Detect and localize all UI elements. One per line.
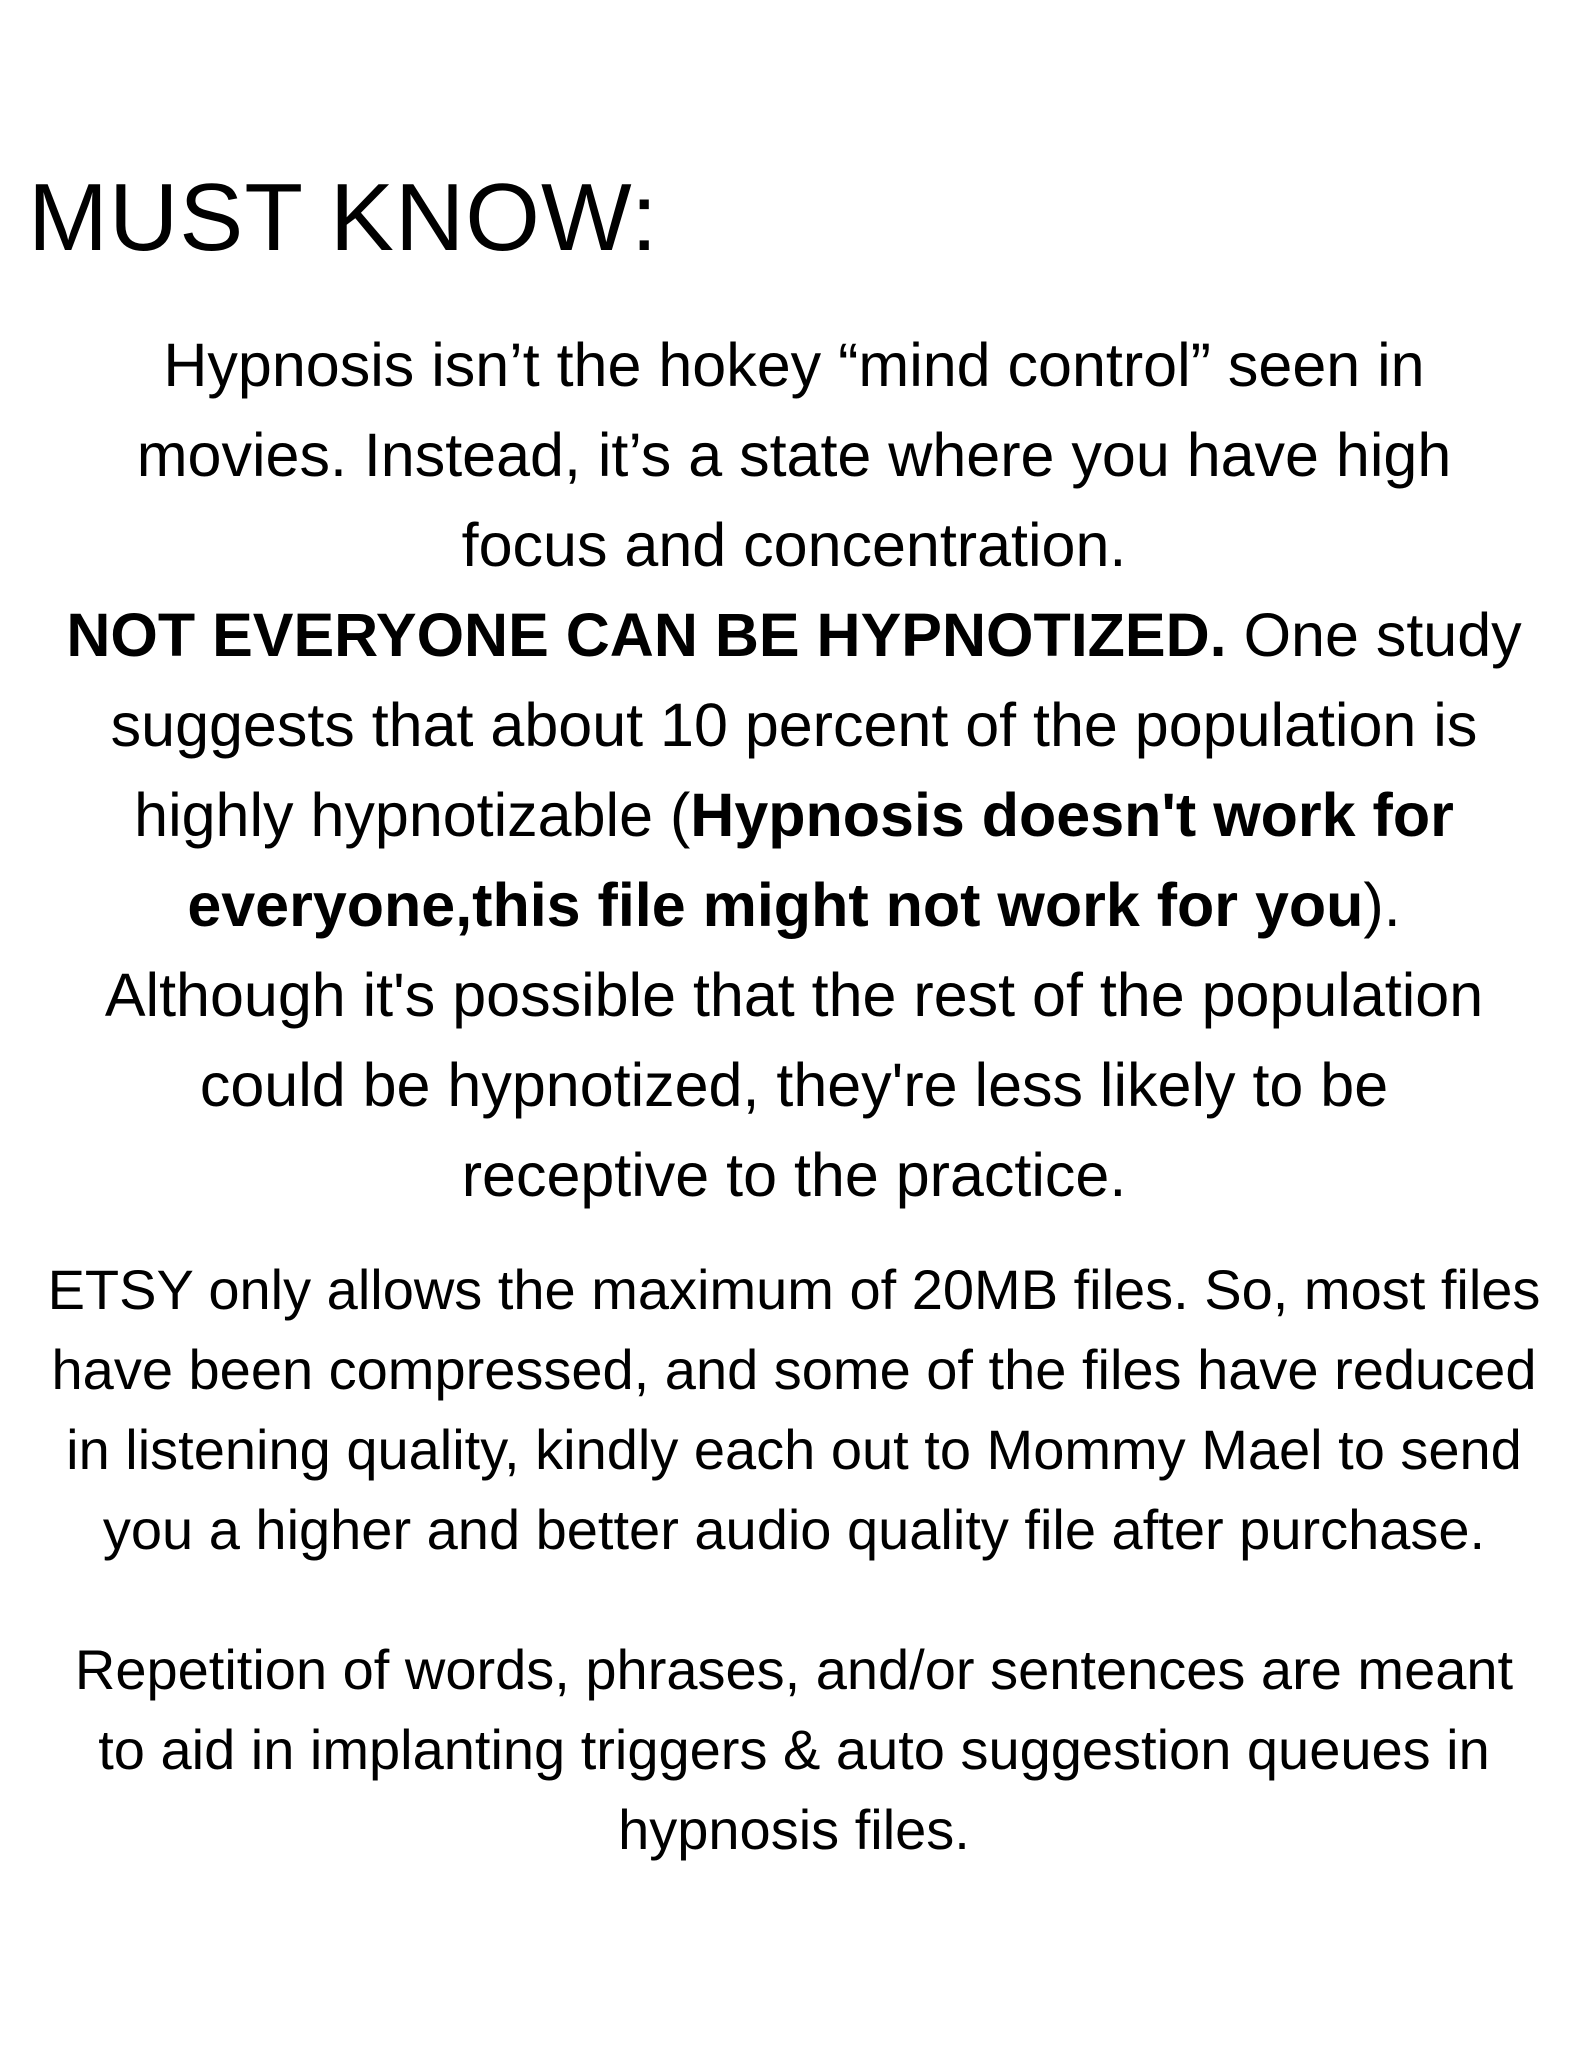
intro-line: movies. Instead, it’s a state where you have high <box>136 421 1452 489</box>
warning-line <box>0 770 1588 860</box>
page-title: MUST KNOW: <box>28 164 659 271</box>
etsy-note-line: in listening quality, kindly each out to Mommy Mael to send <box>66 1418 1522 1481</box>
warning-bold-text: NOT EVERYONE CAN BE HYPNOTIZED. <box>66 601 1227 669</box>
warning-line <box>0 860 1588 950</box>
warning-text: One study <box>1226 601 1522 669</box>
etsy-note-line: have been compressed, and some of the files have reduced <box>51 1338 1537 1401</box>
warning-text: highly hypnotizable ( <box>134 781 691 849</box>
warning-line: suggests that about 10 percent of the population is <box>110 691 1478 759</box>
etsy-file-size-note <box>0 1250 1588 1570</box>
hypnosis-explanation <box>0 320 1588 1220</box>
warning-line: Although it's possible that the rest of the population <box>104 961 1484 1029</box>
etsy-note-line: you a higher and better audio quality file after purchase. <box>102 1498 1486 1561</box>
repetition-note-line: to aid in implanting triggers & auto suggestion queues in <box>98 1718 1490 1781</box>
warning-line: could be hypnotized, they're less likely to be <box>199 1051 1389 1119</box>
warning-line <box>0 590 1588 680</box>
warning-bold-text: Hypnosis doesn't work for <box>690 781 1454 849</box>
warning-text: ). <box>1363 871 1401 939</box>
warning-line: receptive to the practice. <box>461 1141 1127 1209</box>
repetition-note-line: hypnosis files. <box>618 1798 970 1861</box>
intro-line: Hypnosis isn’t the hokey “mind control” seen in <box>163 331 1425 399</box>
etsy-note-line: ETSY only allows the maximum of 20MB files. So, most files <box>47 1258 1541 1321</box>
repetition-note-line: Repetition of words, phrases, and/or sentences are meant <box>74 1638 1514 1701</box>
intro-line: focus and concentration. <box>461 511 1127 579</box>
warning-bold-text: everyone,this file might not work for you <box>187 871 1364 939</box>
repetition-note <box>0 1630 1588 1870</box>
